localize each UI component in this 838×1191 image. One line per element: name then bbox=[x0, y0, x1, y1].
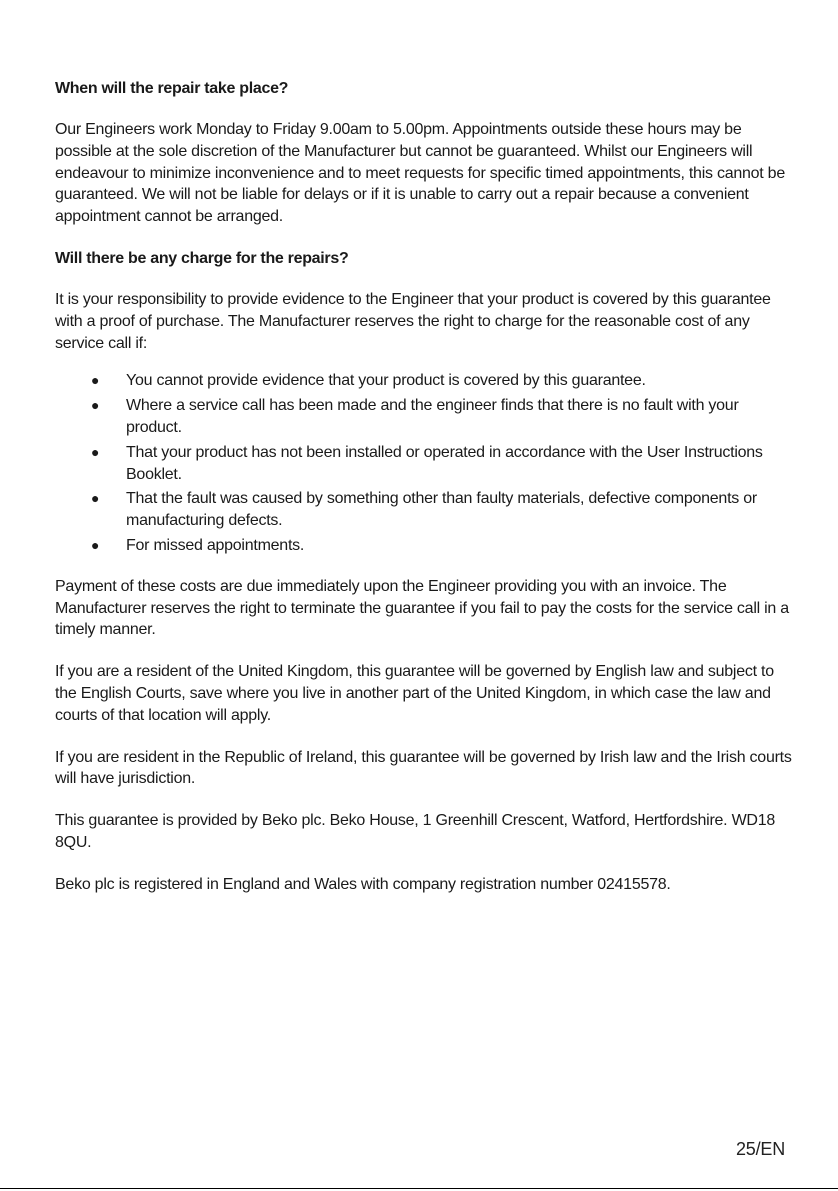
section-heading-repair-time: When will the repair take place? bbox=[55, 80, 289, 97]
list-item-text: That your product has not been installed or operated in accordance with the User Instructions Booklet. bbox=[126, 443, 763, 483]
list-item bbox=[55, 488, 795, 532]
bullet-icon: ● bbox=[91, 372, 100, 389]
paragraph-registration: Beko plc is registered in England and Wales with company registration number 02415578. bbox=[55, 875, 671, 893]
list-item bbox=[55, 395, 795, 439]
paragraph-ireland-law: If you are resident in the Republic of Ireland, this guarantee will be governed by Irish law and the Irish courts will have jurisdiction. bbox=[55, 748, 792, 788]
bottom-divider bbox=[0, 1188, 838, 1189]
paragraph-repair-time: Our Engineers work Monday to Friday 9.00am to 5.00pm. Appointments outside these hours may be possible at the sole discretion of the Manufacturer but cannot be guaranteed. Whilst our Engineers will endeavour to minimize inconvenience and to meet requests for specific timed appointments, this cannot be guaranteed. We will not be liable for delays or if it is unable to carry out a repair because a convenient appointment cannot be arranged. bbox=[55, 121, 785, 226]
list-item bbox=[55, 370, 795, 392]
list-item-text: For missed appointments. bbox=[126, 536, 305, 554]
document-page bbox=[55, 78, 795, 916]
paragraph-charges-intro: It is your responsibility to provide evidence to the Engineer that your product is covered by this guarantee with a proof of purchase. The Manufacturer reserves the right to charge for the reasonable cost of any service call if: bbox=[55, 290, 771, 352]
paragraph-uk-law: If you are a resident of the United Kingdom, this guarantee will be governed by English law and subject to the English Courts, save where you live in another part of the United Kingdom, in which case the law and courts of that location will apply. bbox=[55, 663, 774, 724]
list-item-text: Where a service call has been made and the engineer finds that there is no fault with your product. bbox=[126, 397, 739, 436]
list-item-text: You cannot provide evidence that your product is covered by this guarantee. bbox=[126, 372, 646, 390]
bullet-icon: ● bbox=[91, 490, 100, 507]
paragraph-payment: Payment of these costs are due immediately upon the Engineer providing you with an invoice. The Manufacturer reserves the right to terminate the guarantee if you fail to pay the costs for the service call in a timely manner. bbox=[55, 577, 789, 639]
bullet-icon: ● bbox=[91, 443, 100, 460]
paragraph-provider-address: This guarantee is provided by Beko plc. Beko House, 1 Greenhill Crescent, Watford, Hertfordshire. WD18 8QU. bbox=[55, 812, 776, 851]
charge-conditions-list bbox=[55, 370, 795, 556]
list-item bbox=[55, 442, 795, 486]
list-item bbox=[55, 535, 795, 557]
page-number: 25/EN bbox=[735, 1139, 785, 1159]
list-item-text: That the fault was caused by something other than faulty materials, defective components or manufacturing defects. bbox=[126, 490, 757, 530]
section-heading-repair-charges: Will there be any charge for the repairs? bbox=[55, 249, 349, 267]
bullet-icon: ● bbox=[91, 397, 100, 414]
bullet-icon: ● bbox=[91, 536, 100, 553]
